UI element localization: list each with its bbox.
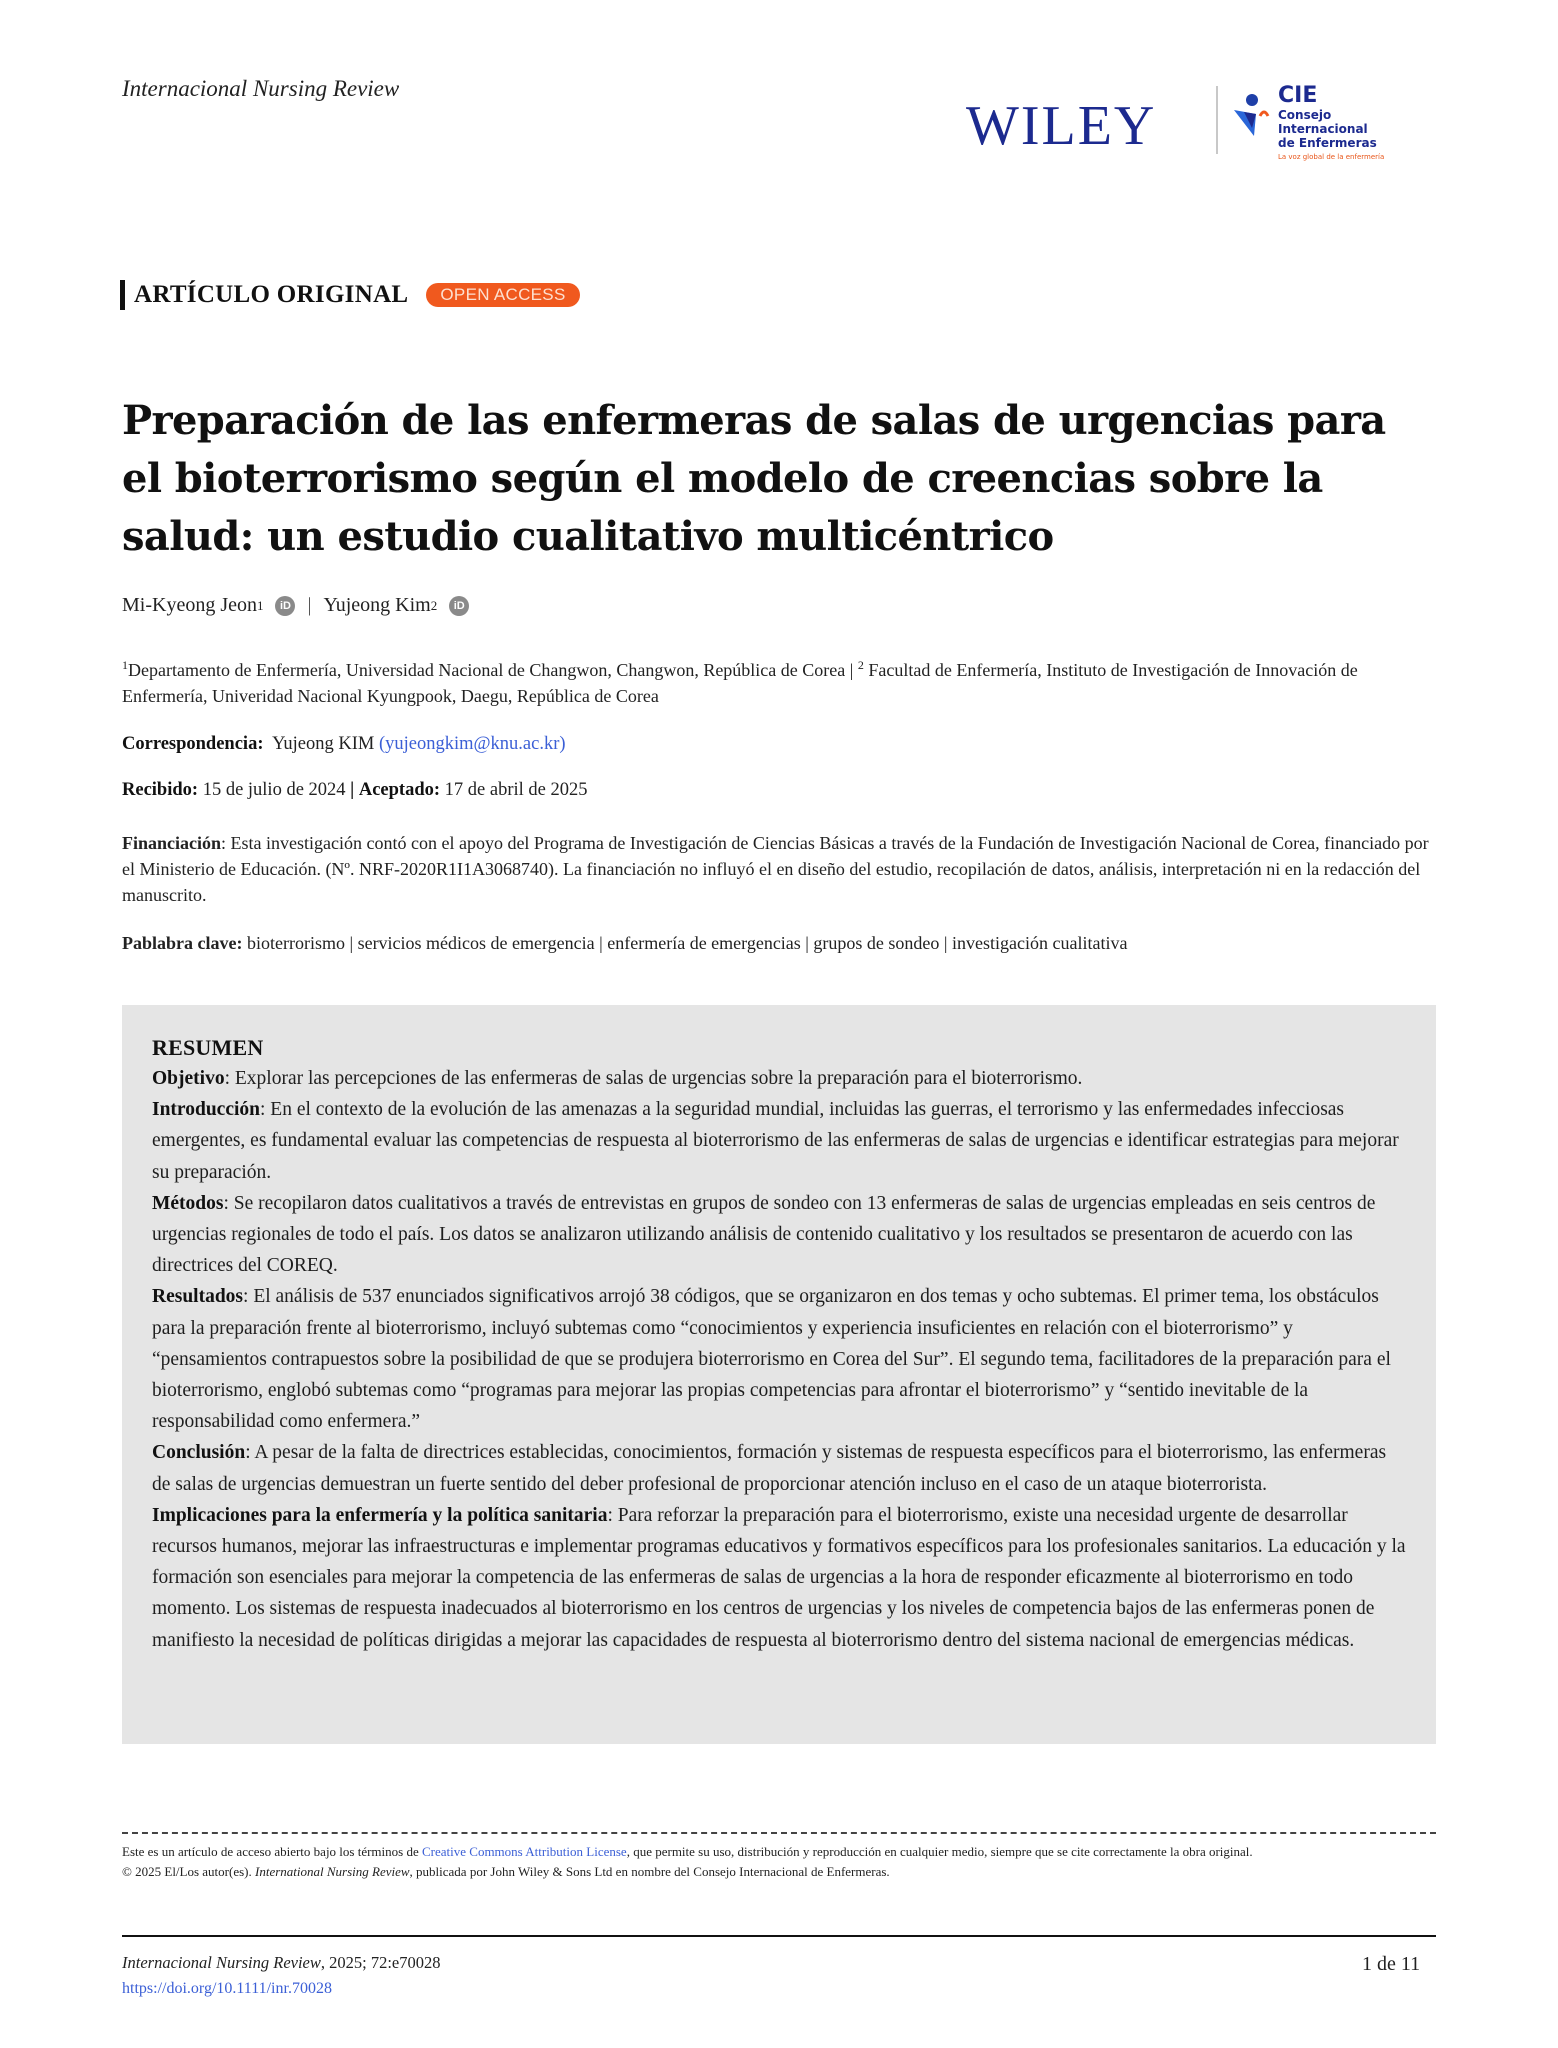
section-text: : A pesar de la falta de directrices establecidas, conocimientos, formación y sistemas de respuesta específicos para el bioterrorismo, las enfermeras de salas de urgencias demuestran un fuerte sentido del deber profesional de proporcionar atención incluso en el caso de un ataque bioterrorista. [152, 1442, 1387, 1495]
correspondence-name: Yujeong KIM [272, 734, 375, 754]
abstract-introduction [152, 1094, 1406, 1188]
funding-text: : Esta investigación contó con el apoyo del Programa de Investigación de Ciencias Básicas a través de la Fundación de Investigación Nacional de Corea, financiado por el Ministerio de Educación. (Nº. NRF-2020R1I1A3068740). La financiación no influyó el en diseño del estudio, recopilación de datos, análisis, interpretación ni en la redacción del manuscrito. [122, 833, 1429, 905]
affil-separator: | [849, 660, 854, 680]
keywords-text: bioterrorismo | servicios médicos de emergencia | enfermería de emergencias | grupos de sondeo | investigación cualitativa [246, 933, 1128, 953]
cie-tagline: La voz global de la enfermería [1278, 153, 1385, 161]
section-text: : Se recopilaron datos cualitativos a través de entrevistas en grupos de sondeo con 13 enfermeras de salas de urgencias empleadas en seis centros de urgencias regionales de todo el país. Los datos se analizaron utilizando análisis de contenido cualitativo y los resultados se presentaron de acuerdo con las directrices del COREQ. [152, 1192, 1376, 1277]
section-label: Objetivo [152, 1068, 225, 1089]
footer-journal-name: Internacional Nursing Review [122, 1953, 321, 1972]
open-access-badge: OPEN ACCESS [426, 283, 579, 307]
author-name[interactable]: Yujeong Kim [323, 594, 431, 616]
logo-divider [1216, 86, 1218, 154]
section-label: Conclusión [152, 1442, 246, 1464]
copyright-after: , publicada por John Wiley & Sons Ltd en nombre del Consejo Internacional de Enfermeras. [409, 1864, 890, 1879]
abstract-methods [152, 1188, 1406, 1282]
article-dates [122, 780, 588, 801]
page-number: 1 de 11 [1362, 1953, 1421, 1975]
doi-link[interactable]: https://doi.org/10.1111/inr.70028 [122, 1980, 332, 1997]
keywords-label: Pablabra clave: [122, 933, 243, 953]
copyright-before: © 2025 El/Los autor(es). [122, 1864, 255, 1879]
cie-logo-text [1278, 84, 1420, 161]
orcid-icon[interactable]: iD [275, 596, 295, 616]
section-text: : El análisis de 537 enunciados significativos arrojó 38 códigos, que se organizaron en dos temas y ocho subtemas. El primer tema, los obstáculos para la preparación frente al bioterrorismo, incluyó subtemas como “conocimientos y experiencia insuficientes en relación con el bioterrorismo” y “pensamientos contrapuestos sobre la posibilidad de que se produjera bioterrorismo en Corea del Sur”. El segundo tema, facilitadores de la preparación para el bioterrorismo, englobó subtemas como “programas para mejorar las propias competencias para afrontar el bioterrorismo” y “sentido inevitable de la responsabilidad como enfermera.” [152, 1286, 1391, 1433]
section-label: Métodos [152, 1192, 224, 1214]
wiley-logo[interactable]: WILEY [966, 95, 1157, 157]
affiliations [122, 652, 1442, 709]
license-footnote [122, 1842, 1438, 1882]
affiliation-1: Departamento de Enfermería, Universidad Nacional de Changwon, Changwon, República de Corea [128, 660, 846, 680]
keywords [122, 933, 1438, 954]
section-text: : Para reforzar la preparación para el bioterrorismo, existe una necesidad urgente de desarrollar recursos humanos, mejorar las infraestructuras e implementar programas educativos y formativos específicos para los profesionales sanitarios. La educación y la formación son esenciales para mejorar la competencia de las enfermeras de salas de urgencias a la hora de responder eficazmente al bioterrorismo en todo momento. Los sistemas de respuesta inadecuados al bioterrorismo en los centros de urgencias y los niveles de competencia bajos de las enfermeras ponen de manifiesto la necesidad de políticas dirigidas a mejorar las capacidades de respuesta al bioterrorismo dentro del sistema nacional de emergencias médicas. [152, 1504, 1406, 1651]
affil-sup: 2 [857, 658, 864, 672]
abstract-conclusion [152, 1437, 1406, 1499]
section-text: : En el contexto de la evolución de las amenazas a la seguridad mundial, incluidas las guerras, el terrorismo y las enfermedades infecciosas emergentes, es fundamental evaluar las competencias de respuesta al bioterrorismo de las enfermeras de salas de urgencias e identificar estrategias para mejorar su preparación. [152, 1099, 1399, 1183]
section-label: Resultados [152, 1286, 244, 1308]
orcid-icon[interactable]: iD [449, 596, 469, 616]
abstract-results [152, 1281, 1406, 1437]
footer-volume: , 2025; 72:e70028 [320, 1953, 441, 1972]
section-label: Introducción [152, 1099, 260, 1121]
footnote-divider [122, 1832, 1436, 1834]
copyright-line [122, 1862, 1438, 1882]
license-text-before: Este es un artículo de acceso abierto bajo los términos de [122, 1844, 422, 1859]
author-name[interactable]: Mi-Kyeong Jeon [122, 594, 257, 616]
abstract-heading: RESUMEN [152, 1035, 264, 1060]
publisher-logos [960, 82, 1420, 162]
funding-statement [122, 830, 1438, 908]
affil-sup: 1 [122, 658, 128, 672]
correspondence-label: Correspondencia: [122, 734, 264, 754]
abstract-box [122, 1005, 1436, 1744]
received-date: 15 de julio de 2024 [202, 780, 346, 800]
correspondence-email[interactable]: (yujeongkim@knu.ac.kr) [378, 734, 566, 754]
funding-label: Financiación [122, 833, 222, 853]
accepted-date: 17 de abril de 2025 [444, 780, 588, 800]
section-text: : Explorar las percepciones de las enfermeras de salas de urgencias sobre la preparación para el bioterrorismo. [224, 1068, 1083, 1089]
author-affil-sup: 2 [430, 597, 438, 613]
abstract-objective [152, 1063, 1406, 1094]
dates-separator: | [350, 780, 355, 800]
author-affil-sup: 1 [256, 597, 264, 613]
author-list [122, 594, 479, 617]
article-type-row [120, 280, 580, 310]
cc-license-link[interactable]: Creative Commons Attribution License [421, 1844, 627, 1859]
affiliation-2: Facultad de Enfermería, Instituto de Investigación de Innovación de Enfermería, Univeridad Nacional Kyungpook, Daegu, República de Corea [122, 660, 1358, 706]
license-text-after: , que permite su uso, distribución y reproducción en cualquier medio, siempre que se cite correctamente la obra original. [626, 1844, 1253, 1859]
footer-citation [122, 1953, 441, 1973]
article-type-bar [120, 280, 125, 310]
license-text [122, 1842, 1438, 1862]
accepted-label: Aceptado: [358, 780, 441, 800]
section-label: Implicaciones para la enfermería y la política sanitaria [152, 1504, 608, 1526]
footer-divider [122, 1935, 1436, 1937]
author-separator: | [307, 594, 312, 616]
copyright-journal: International Nursing Review [255, 1864, 410, 1879]
article-title: Preparación de las enfermeras de salas de urgencias para el bioterrorismo según el modelo de creencias sobre la salud: un estudio cualitativo multicéntrico [122, 397, 1386, 560]
cie-subtitle-1: Consejo Internacional [1278, 108, 1368, 136]
received-label: Recibido: [122, 780, 199, 800]
correspondence [122, 734, 566, 755]
abstract-implications [152, 1500, 1406, 1656]
journal-header: Internacional Nursing Review [122, 76, 400, 101]
cie-subtitle-2: de Enfermeras [1278, 136, 1377, 150]
article-type-label: ARTÍCULO ORIGINAL [134, 281, 409, 308]
cie-title: CIE [1278, 83, 1318, 108]
